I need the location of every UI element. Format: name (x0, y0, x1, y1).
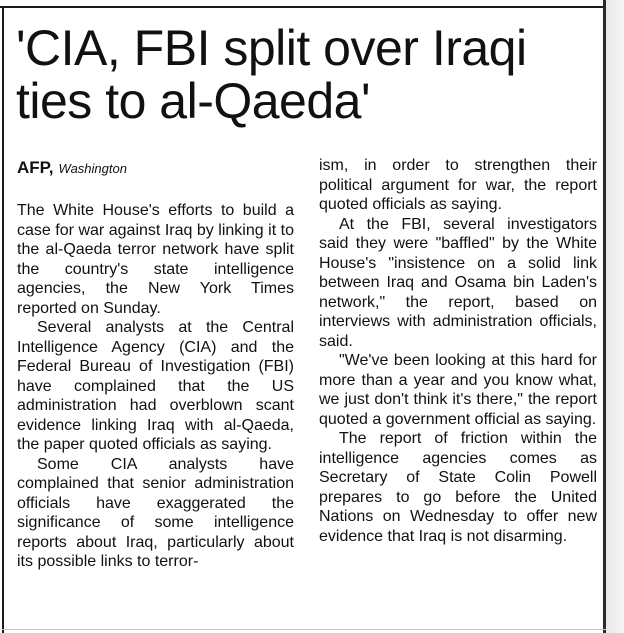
paragraph: Several analysts at the Central Intelligence Agency (CIA) and the Federal Bureau of Investigation (FBI) have complained that the US administration had overblown scant evidence linking Iraq with al-Qaeda, the paper quoted officials as saying. (17, 319, 294, 453)
left-border-rule (2, 6, 4, 633)
right-column (319, 156, 597, 546)
paragraph: The White House's efforts to build a case for war against Iraq by linking it to the al-Qaeda terror network have split the country's state intelligence agencies, the New York Times reported on Sunday. (17, 202, 294, 317)
byline-agency: AFP, (17, 158, 54, 177)
paragraph: ism, in order to strengthen their political argument for war, the report quoted officials as saying. (319, 157, 597, 213)
byline (17, 156, 294, 181)
left-column (17, 156, 294, 572)
paragraph: Some CIA analysts have complained that senior administration officials have exaggerated the significance of some intelligence reports about Iraq, particularly about its possible links to terror- (17, 455, 294, 570)
page-edge-shadow (606, 0, 624, 633)
bottom-border-rule (2, 629, 606, 630)
byline-dateline: Washington (58, 161, 127, 176)
paragraph: "We've been looking at this hard for more than a year and you know what, we just don't think it's there," the report quoted a government official as saying. (319, 352, 597, 428)
article-headline: 'CIA, FBI split over Iraqi ties to al-Qaeda' (16, 20, 527, 129)
top-border-rule (0, 6, 604, 8)
paragraph: The report of friction within the intelligence agencies comes as Secretary of State Colin Powell prepares to go before the United Nations on Wednesday to offer new evidence that Iraq is not disarming. (319, 430, 597, 545)
paragraph: At the FBI, several investigators said they were "baffled" by the White House's "insistence on a solid link between Iraq and Osama bin Laden's network," the report, based on interviews with administration officials, said. (319, 215, 597, 350)
